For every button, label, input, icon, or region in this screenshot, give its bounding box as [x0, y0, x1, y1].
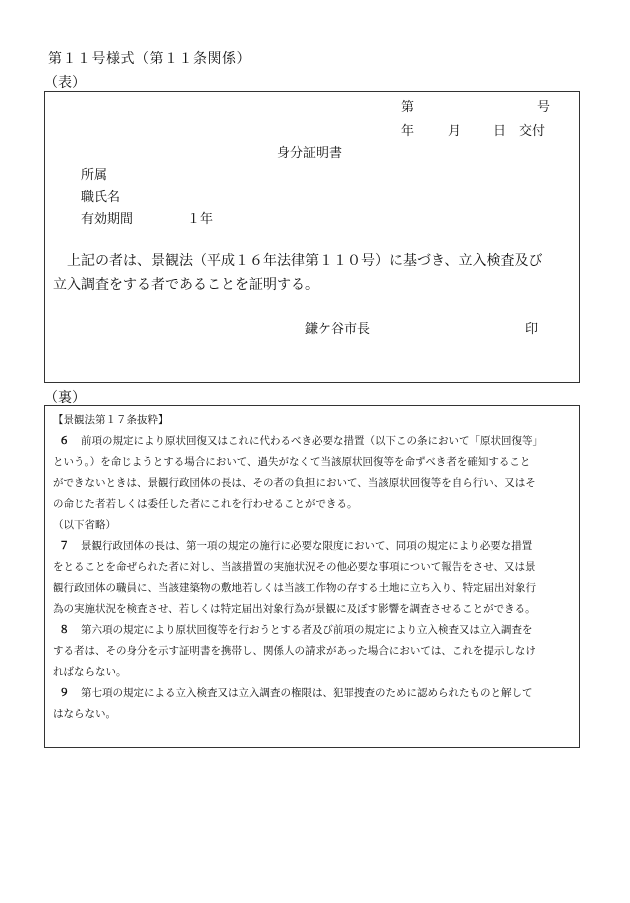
excerpt-line	[53, 473, 575, 494]
clause-text: という。）を命じようとする場合において、過失がなくて当該原状回復等を命ずべき者を確知すること	[53, 456, 531, 468]
clause-text: する者は、その身分を示す証明書を携帯し、関係人の請求があった場合においては、これを提示しなけ	[53, 645, 536, 657]
date-day: 日	[493, 124, 507, 139]
excerpt-line	[53, 494, 575, 515]
excerpt-line	[53, 452, 575, 473]
issuer-name: 鎌ケ谷市長	[305, 322, 371, 337]
excerpt-line	[53, 704, 575, 725]
statement-line-1: 上記の者は、景観法（平成１６年法律第１１０号）に基づき、立入検査及び	[67, 253, 543, 269]
front-certificate-box	[44, 91, 580, 383]
field-validity: 有効期間	[81, 212, 134, 227]
clause-text: の命じた者若しくは委任した者にこれを行わせることができる。	[53, 498, 358, 510]
clause-text: 観行政団体の職員に、当該建築物の敷地若しくは当該工作物の存する土地に立ち入り、特定届出対象行	[53, 582, 536, 594]
number-prefix: 第	[401, 100, 415, 115]
clause-text: 第七項の規定による立入検査又は立入調査の権限は、犯罪捜査のために認められたものと解して	[81, 687, 533, 699]
validity-value: １年	[187, 212, 214, 227]
field-name: 職氏名	[81, 190, 121, 205]
clause-number: ７	[59, 540, 70, 552]
clause-text: （以下省略）	[53, 519, 116, 531]
excerpt-line	[53, 599, 575, 620]
excerpt-line	[53, 620, 575, 641]
excerpt-line	[53, 683, 575, 704]
form-title: 第１１号様式（第１１条関係）	[48, 51, 251, 67]
seal-mark: 印	[525, 322, 539, 337]
excerpt-header: 【景観法第１７条抜粋】	[53, 414, 169, 426]
excerpt-line	[53, 641, 575, 662]
back-excerpt-box	[44, 405, 580, 748]
clause-number: ９	[59, 687, 70, 699]
excerpt-line	[53, 536, 575, 557]
back-side-label: （裏）	[44, 390, 86, 406]
excerpt-line	[53, 578, 575, 599]
front-side-label: （表）	[44, 75, 86, 91]
date-month: 月	[448, 124, 462, 139]
date-year: 年	[401, 124, 415, 139]
excerpt-line	[53, 431, 575, 452]
date-issued: 交付	[519, 124, 546, 139]
excerpt-line	[53, 515, 575, 536]
excerpt-line	[53, 557, 575, 578]
clause-text: 景観行政団体の長は、第一項の規定の施行に必要な限度において、同項の規定により必要な措置	[81, 540, 533, 552]
clause-text: 第六項の規定により原状回復等を行おうとする者及び前項の規定により立入検査又は立入調査を	[81, 624, 533, 636]
clause-number: ６	[59, 435, 70, 447]
clause-text: はならない。	[53, 708, 116, 720]
clause-number: ８	[59, 624, 70, 636]
clause-text: ればならない。	[53, 666, 127, 678]
statement-line-2: 立入調査をする者であることを証明する。	[53, 277, 319, 293]
field-affiliation: 所属	[81, 168, 108, 183]
clause-text: 為の実施状況を検査させ、若しくは特定届出対象行為が景観に及ぼす影響を調査させることができる。	[53, 603, 536, 615]
clause-text: 前項の規定により原状回復又はこれに代わるべき必要な措置（以下この条において「原状回復等」	[81, 435, 543, 447]
clause-text: ができないときは、景観行政団体の長は、その者の負担において、当該原状回復等を自ら行い、又はそ	[53, 477, 536, 489]
clause-text: をとることを命ぜられた者に対し、当該措置の実施状況その他必要な事項について報告をさせ、又は景	[53, 561, 536, 573]
excerpt-line	[53, 662, 575, 683]
certificate-heading: 身分証明書	[277, 146, 343, 161]
number-suffix: 号	[537, 100, 551, 115]
